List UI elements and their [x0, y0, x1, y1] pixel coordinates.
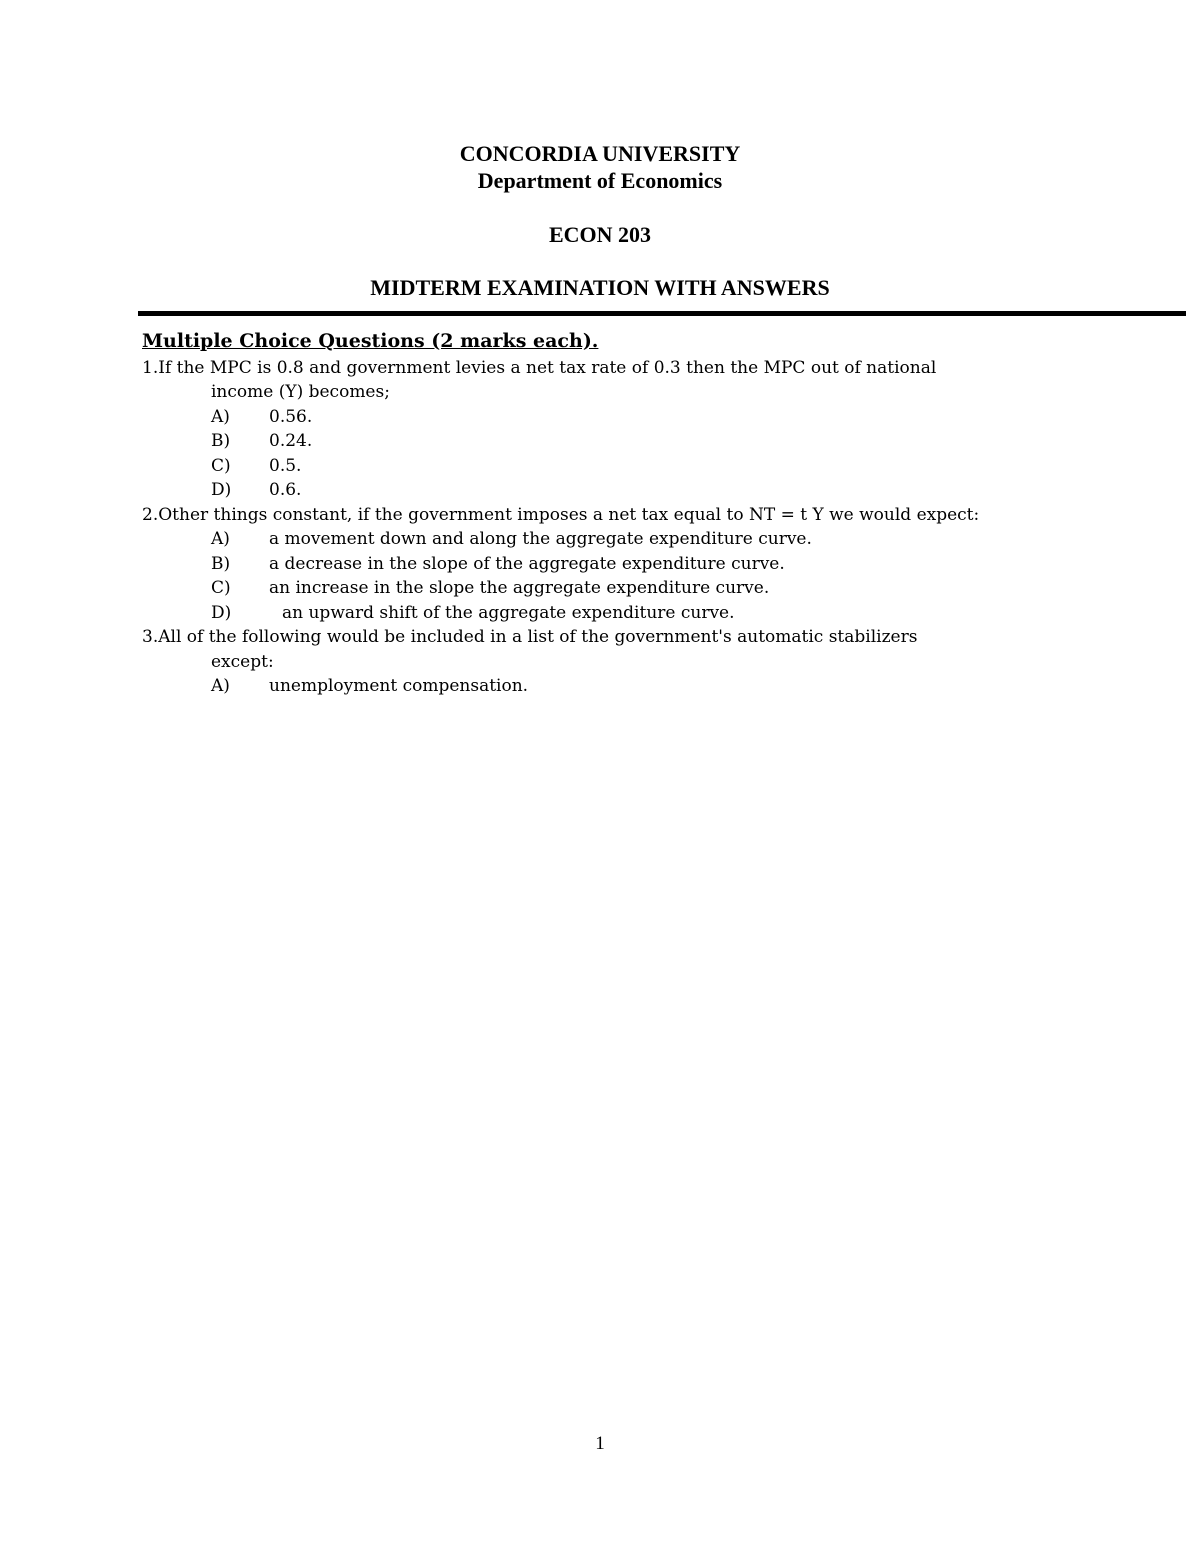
option-text: an upward shift of the aggregate expenditure curve. — [282, 603, 735, 623]
option-letter: C) — [211, 456, 231, 476]
section-title: Multiple Choice Questions (2 marks each). — [142, 330, 599, 352]
course-code: ECON 203 — [548, 222, 652, 247]
option-letter: D) — [211, 603, 232, 623]
question-number: 1. — [142, 358, 159, 378]
option-letter: B) — [211, 554, 231, 574]
question-text: If the MPC is 0.8 and government levies a net tax rate of 0.3 then the MPC out of national — [158, 358, 937, 378]
question-1-continuation: income (Y) becomes; — [211, 382, 390, 402]
option-letter: B) — [211, 431, 231, 451]
question-text: All of the following would be included in a list of the government's automatic stabilizers — [158, 627, 918, 647]
question-number: 2. — [142, 505, 159, 525]
option-letter: D) — [211, 480, 232, 500]
department-name: Department of Economics — [477, 168, 723, 193]
option-text: 0.6. — [269, 480, 302, 500]
option-text: an increase in the slope the aggregate expenditure curve. — [269, 578, 770, 598]
question-3-continuation: except: — [211, 652, 274, 672]
option-letter: A) — [211, 529, 230, 549]
option-letter: A) — [211, 676, 230, 696]
university-name: CONCORDIA UNIVERSITY — [459, 141, 741, 166]
question-3 — [142, 625, 917, 649]
option-text: 0.56. — [269, 407, 313, 427]
option-text: a decrease in the slope of the aggregate expenditure curve. — [269, 554, 785, 574]
option-text: unemployment compensation. — [269, 676, 529, 696]
question-number: 3. — [142, 627, 159, 647]
header-divider — [138, 311, 1186, 316]
option-letter: A) — [211, 407, 230, 427]
question-2 — [142, 503, 979, 527]
exam-title: MIDTERM EXAMINATION WITH ANSWERS — [370, 275, 830, 300]
page-number: 1 — [595, 1433, 605, 1454]
question-text: Other things constant, if the government imposes a net tax equal to NT = t Y we would expect: — [158, 505, 980, 525]
option-text: 0.24. — [269, 431, 313, 451]
option-text: a movement down and along the aggregate expenditure curve. — [269, 529, 812, 549]
option-text: 0.5. — [269, 456, 302, 476]
option-letter: C) — [211, 578, 231, 598]
question-1 — [142, 356, 936, 380]
